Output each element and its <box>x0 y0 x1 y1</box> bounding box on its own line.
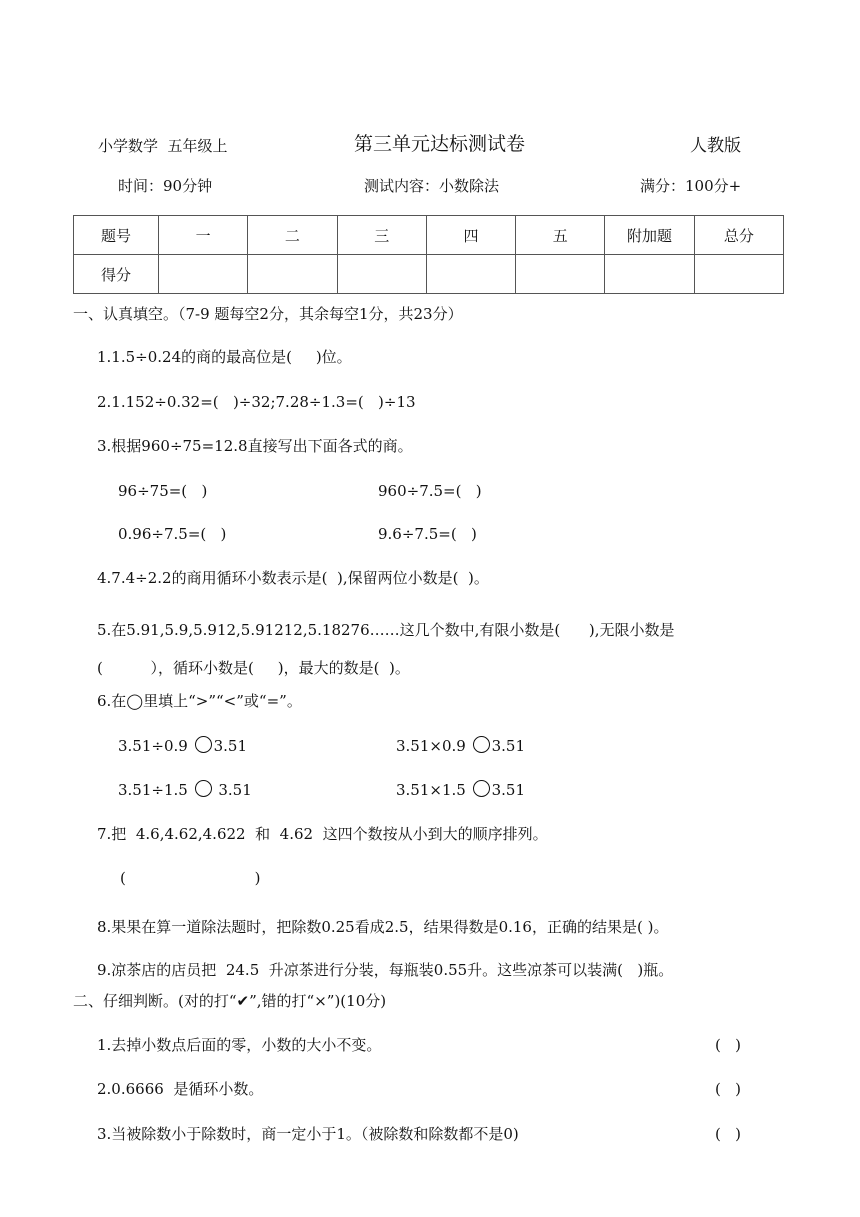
question-5-line2: ( ），循环小数是( )，最大的数是( )。 <box>97 659 410 677</box>
question-6: 6.在◯里填上“>”“<”或“=”。 <box>97 692 302 710</box>
subject-grade: 小学数学 五年级上 <box>98 137 228 155</box>
question-6b <box>396 736 525 756</box>
question-1: 1.1.5÷0.24的商的最高位是( )位。 <box>97 348 352 366</box>
judge-item-2: 2.0.6666 是循环小数。 <box>97 1080 264 1098</box>
question-6a <box>118 736 247 756</box>
check-mark-icon: ✔ <box>236 992 250 1010</box>
question-3a: 96÷75=( ) <box>118 482 208 500</box>
question-4: 4.7.4÷2.2的商用循环小数表示是( ),保留两位小数是( )。 <box>97 569 489 587</box>
question-9: 9.凉茶店的店员把 24.5 升凉茶进行分装，每瓶装0.55升。这些凉茶可以装满( )瓶。 <box>97 961 674 979</box>
q6d-right: 3.51 <box>491 781 525 799</box>
q6d-left: 3.51×1.5 <box>396 781 471 799</box>
table-cell: 题号 <box>74 216 159 255</box>
score-input-cell[interactable] <box>516 255 605 294</box>
score-table <box>73 215 784 294</box>
score-input-cell[interactable] <box>694 255 783 294</box>
q6a-right: 3.51 <box>213 737 247 755</box>
question-8: 8.果果在算一道除法题时，把除数0.25看成2.5，结果得数是0.16，正确的结果是( )。 <box>97 918 669 936</box>
compare-circle-icon[interactable] <box>195 780 212 797</box>
time-limit: 时间：90分钟 <box>118 177 213 195</box>
score-input-cell[interactable] <box>337 255 426 294</box>
question-6c <box>118 780 252 800</box>
table-cell: 三 <box>337 216 426 255</box>
question-3: 3.根据960÷75=12.8直接写出下面各式的商。 <box>97 437 413 455</box>
table-cell: 一 <box>159 216 248 255</box>
question-6d <box>396 780 525 800</box>
judge-answer-blank[interactable]: ( ) <box>715 1036 742 1054</box>
judge-answer-blank[interactable]: ( ) <box>715 1125 742 1143</box>
table-cell: 附加题 <box>605 216 694 255</box>
judge-item-1: 1.去掉小数点后面的零，小数的大小不变。 <box>97 1036 382 1054</box>
section2-heading <box>73 991 386 1011</box>
question-7: 7.把 4.6,4.62,4.622 和 4.62 这四个数按从小到大的顺序排列。 <box>97 825 548 843</box>
compare-circle-icon[interactable] <box>473 780 490 797</box>
question-2: 2.1.152÷0.32=( )÷32;7.28÷1.3=( )÷13 <box>97 393 416 411</box>
score-input-cell[interactable] <box>248 255 337 294</box>
judge-answer-blank[interactable]: ( ) <box>715 1080 742 1098</box>
q6c-right: 3.51 <box>213 781 252 799</box>
q6a-left: 3.51÷0.9 <box>118 737 193 755</box>
question-7-answer-blank[interactable]: ( ) <box>120 869 261 887</box>
judge-item-3: 3.当被除数小于除数时，商一定小于1。（被除数和除数都不是0) <box>97 1125 519 1143</box>
compare-circle-icon[interactable] <box>473 736 490 753</box>
table-cell: 得分 <box>74 255 159 294</box>
question-5-line1: 5.在5.91,5.9,5.912,5.91212,5.18276……这几个数中,有限小数是( ),无限小数是 <box>97 621 675 639</box>
table-row <box>74 255 784 294</box>
table-cell: 二 <box>248 216 337 255</box>
question-3c: 0.96÷7.5=( ) <box>118 525 227 543</box>
page-title: 第三单元达标测试卷 <box>354 133 526 155</box>
q6b-left: 3.51×0.9 <box>396 737 471 755</box>
q6c-left: 3.51÷1.5 <box>118 781 193 799</box>
question-3d: 9.6÷7.5=( ) <box>378 525 477 543</box>
score-input-cell[interactable] <box>605 255 694 294</box>
table-cell: 五 <box>516 216 605 255</box>
test-content: 测试内容：小数除法 <box>364 177 500 195</box>
full-score: 满分：100分+ <box>640 177 742 195</box>
score-input-cell[interactable] <box>159 255 248 294</box>
table-cell: 四 <box>426 216 515 255</box>
q6b-right: 3.51 <box>491 737 525 755</box>
table-cell: 总分 <box>694 216 783 255</box>
question-3b: 960÷7.5=( ) <box>378 482 482 500</box>
score-input-cell[interactable] <box>426 255 515 294</box>
section2-heading-post: ”,错的打“×”)(10分) <box>249 992 387 1010</box>
section1-heading: 一、认真填空。（7-9 题每空2分，其余每空1分，共23分） <box>73 305 463 323</box>
section2-heading-pre: 二、仔细判断。(对的打“ <box>73 992 237 1010</box>
edition: 人教版 <box>690 136 741 156</box>
compare-circle-icon[interactable] <box>195 736 212 753</box>
table-row <box>74 216 784 255</box>
